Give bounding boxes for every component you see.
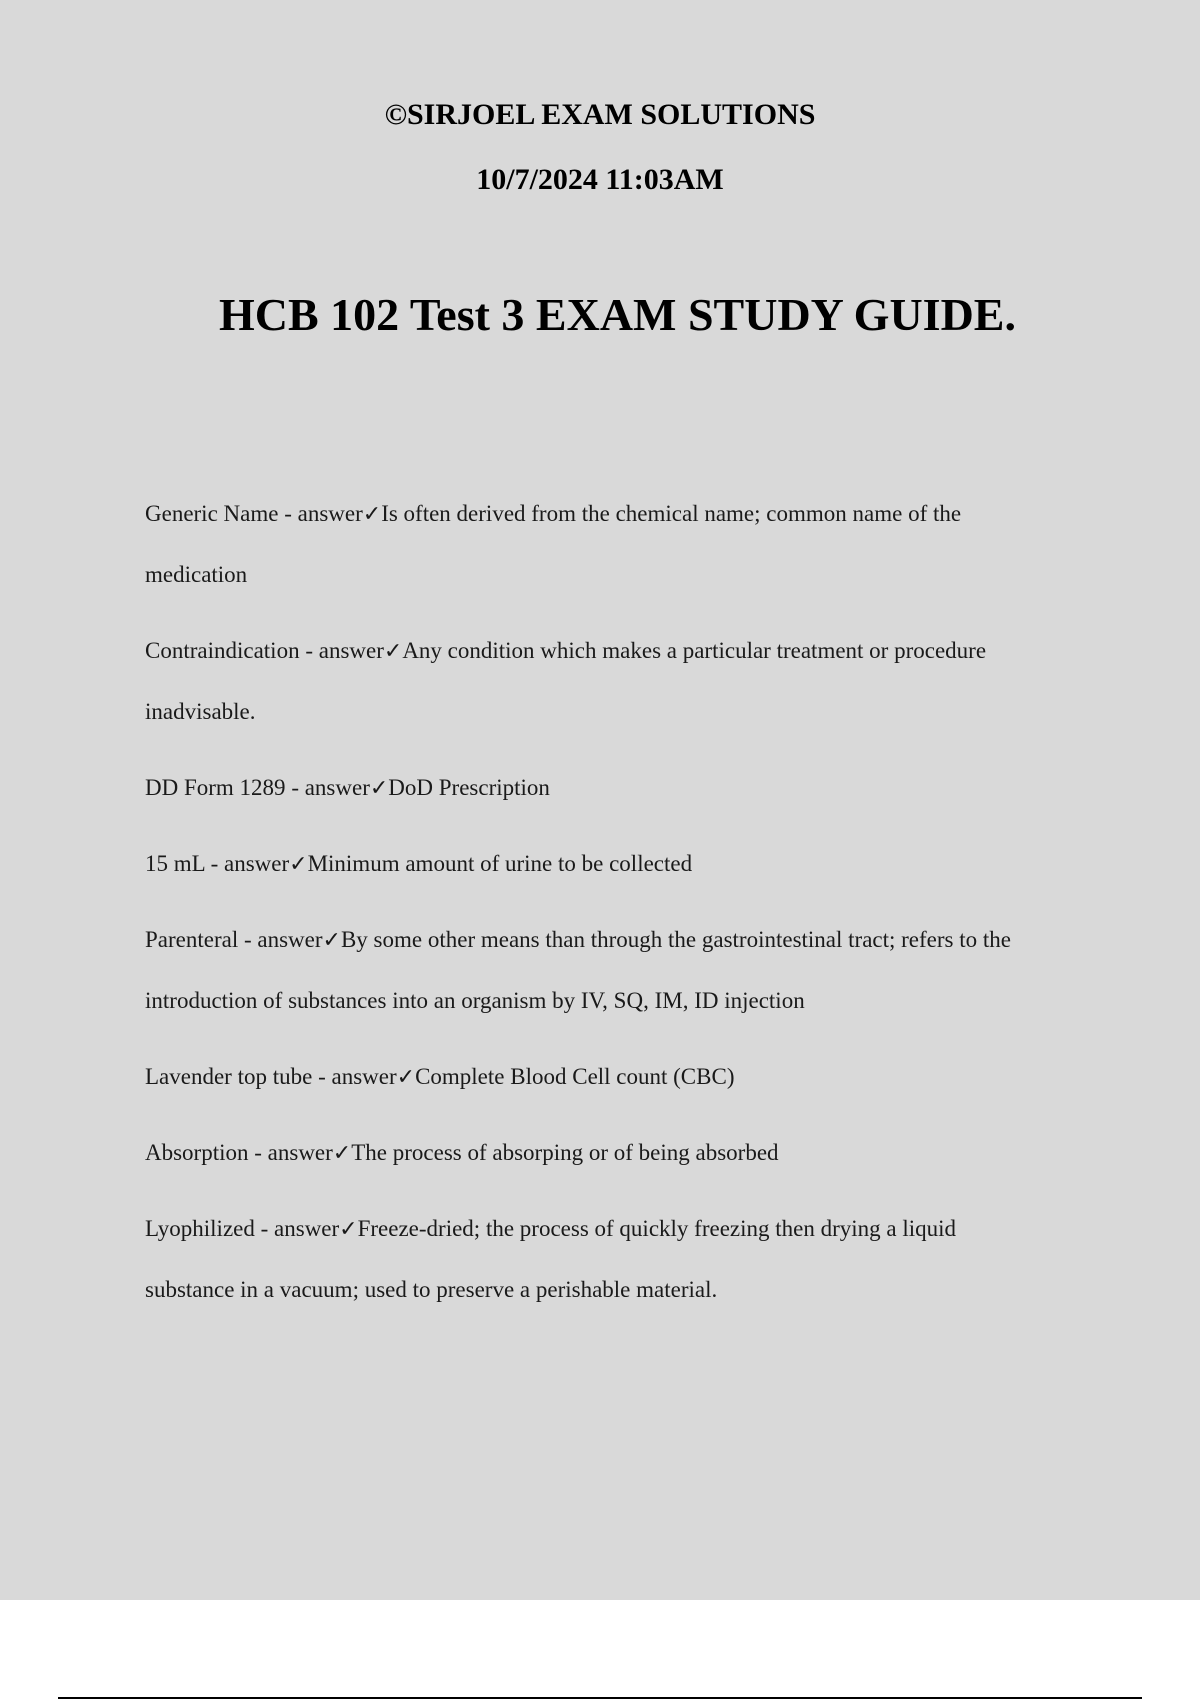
entry-line: [145, 776, 550, 800]
entry-term: Parenteral: [145, 927, 239, 952]
timestamp-header: 10/7/2024 11:03AM: [476, 163, 724, 196]
checkmark-icon: ✓: [383, 639, 403, 664]
document-title: HCB 102 Test 3 EXAM STUDY GUIDE.: [218, 289, 1016, 340]
entry-answer-text: The process of absorping or of being absorbed: [351, 1140, 779, 1165]
entry-term: Absorption: [145, 1140, 249, 1165]
entry-separator: - answer: [238, 927, 323, 952]
entry-separator: - answer: [248, 1140, 333, 1165]
entry-separator: - answer: [254, 1216, 340, 1241]
footer-divider: [58, 1697, 1142, 1699]
checkmark-icon: ✓: [322, 928, 341, 953]
entry-line: [145, 928, 1011, 952]
entry-separator: - answer: [312, 1064, 397, 1089]
entry-term: Lavender top tube: [145, 1064, 313, 1089]
entry-line: [145, 1217, 956, 1241]
entry-line: [145, 1141, 779, 1165]
entry-answer-text: introduction of substances into an organism by IV, SQ, IM, ID injection: [145, 988, 805, 1013]
entry-continuation-line: [145, 1278, 717, 1301]
entry-separator: - answer: [285, 775, 370, 800]
entry-term: 15 mL: [145, 851, 205, 876]
entry-term: Generic Name: [145, 501, 279, 526]
checkmark-icon: ✓: [396, 1065, 416, 1090]
checkmark-icon: ✓: [289, 852, 308, 877]
entry-answer-text: Minimum amount of urine to be collected: [307, 851, 693, 876]
entry-term: DD Form 1289: [145, 775, 286, 800]
entry-answer-text: substance in a vacuum; used to preserve a perishable material.: [145, 1277, 718, 1302]
entry-term: Lyophilized: [145, 1216, 255, 1241]
entry-answer-text: medication: [145, 562, 248, 587]
entry-line: [145, 1065, 735, 1089]
entry-continuation-line: [145, 563, 247, 586]
entry-answer-text: Is often derived from the chemical name; common name of the: [381, 501, 962, 526]
entry-continuation-line: [145, 700, 256, 723]
entry-answer-text: Complete Blood Cell count (CBC): [415, 1064, 735, 1089]
entry-answer-text: Freeze-dried; the process of quickly freezing then drying a liquid: [357, 1216, 957, 1241]
checkmark-icon: ✓: [369, 776, 389, 801]
entry-continuation-line: [145, 989, 805, 1012]
entry-line: [145, 502, 961, 526]
copyright-header: ©SIRJOEL EXAM SOLUTIONS: [384, 98, 816, 131]
entry-answer-text: inadvisable.: [145, 699, 256, 724]
entry-separator: - answer: [204, 851, 290, 876]
entry-answer-text: DoD Prescription: [388, 775, 550, 800]
entry-term: Contraindication: [145, 638, 300, 663]
entry-separator: - answer: [278, 501, 363, 526]
checkmark-icon: ✓: [332, 1141, 352, 1166]
entry-answer-text: Any condition which makes a particular treatment or procedure: [402, 638, 987, 663]
entry-line: [145, 852, 692, 876]
checkmark-icon: ✓: [362, 502, 382, 527]
checkmark-icon: ✓: [339, 1217, 358, 1242]
entry-separator: - answer: [299, 638, 384, 663]
entry-line: [145, 639, 986, 663]
page-gap: [0, 1600, 1200, 1700]
entry-answer-text: By some other means than through the gastrointestinal tract; refers to the: [340, 927, 1011, 952]
